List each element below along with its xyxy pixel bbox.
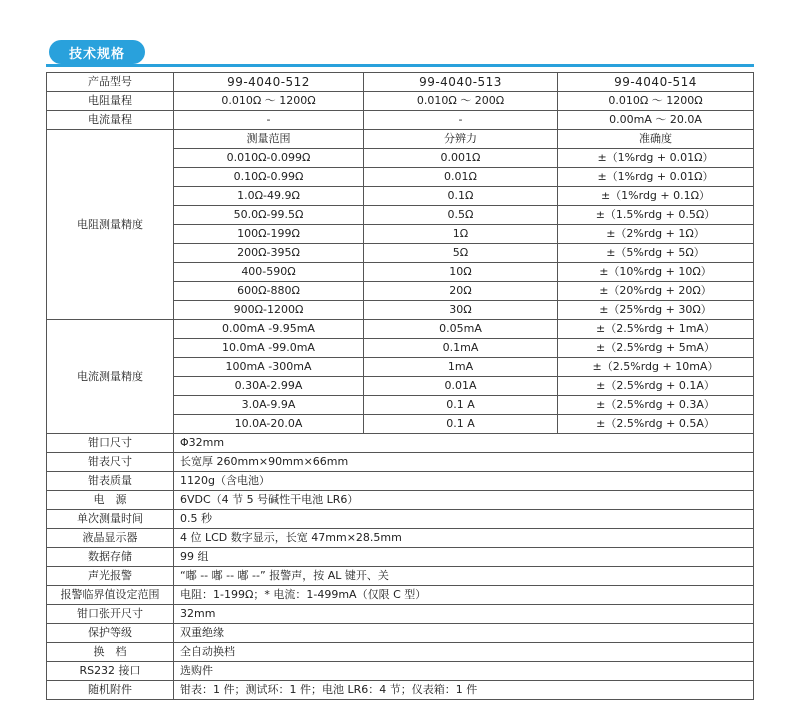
cur-accuracy-cell: ±（2.5%rdg + 10mA） bbox=[558, 358, 754, 377]
resistance-range-512: 0.010Ω ～ 1200Ω bbox=[174, 92, 364, 111]
table-row-current-range bbox=[47, 111, 754, 130]
cur-resolution-cell: 0.05mA bbox=[364, 320, 558, 339]
spec-value: 电阻：1-199Ω；* 电流：1-499mA（仅限 C 型） bbox=[174, 586, 754, 605]
spec-value: 选购件 bbox=[174, 662, 754, 681]
spec-value: 4 位 LCD 数字显示，长宽 47mm×28.5mm bbox=[174, 529, 754, 548]
spec-value: 99 组 bbox=[174, 548, 754, 567]
col-header-accuracy: 准确度 bbox=[558, 130, 754, 149]
table-row-res-accuracy-header bbox=[47, 130, 754, 149]
res-accuracy-cell: ±（1%rdg + 0.01Ω） bbox=[558, 168, 754, 187]
spec-value: 全自动换档 bbox=[174, 643, 754, 662]
res-resolution-cell: 5Ω bbox=[364, 244, 558, 263]
spec-label: 钳表尺寸 bbox=[47, 453, 174, 472]
cur-accuracy-cell: ±（2.5%rdg + 0.1A） bbox=[558, 377, 754, 396]
table-row bbox=[47, 643, 754, 662]
model-512: 99-4040-512 bbox=[174, 73, 364, 92]
res-resolution-cell: 10Ω bbox=[364, 263, 558, 282]
current-range-514: 0.00mA ～ 20.0A bbox=[558, 111, 754, 130]
table-row bbox=[47, 586, 754, 605]
spec-value: 钳表：1 件；测试环：1 件；电池 LR6：4 节；仪表箱：1 件 bbox=[174, 681, 754, 700]
current-accuracy-label: 电流测量精度 bbox=[47, 320, 174, 434]
res-resolution-cell: 30Ω bbox=[364, 301, 558, 320]
spec-value: 长宽厚 260mm×90mm×66mm bbox=[174, 453, 754, 472]
res-accuracy-cell: ±（1.5%rdg + 0.5Ω） bbox=[558, 206, 754, 225]
cur-range-cell: 3.0A-9.9A bbox=[174, 396, 364, 415]
cur-resolution-cell: 0.1 A bbox=[364, 396, 558, 415]
res-resolution-cell: 0.01Ω bbox=[364, 168, 558, 187]
table-row bbox=[47, 548, 754, 567]
table-row bbox=[47, 567, 754, 586]
spec-label: 声光报警 bbox=[47, 567, 174, 586]
cur-range-cell: 0.00mA -9.95mA bbox=[174, 320, 364, 339]
table-row bbox=[47, 472, 754, 491]
model-label: 产品型号 bbox=[47, 73, 174, 92]
table-row bbox=[47, 453, 754, 472]
spec-value: 双重绝缘 bbox=[174, 624, 754, 643]
res-accuracy-cell: ±（10%rdg + 10Ω） bbox=[558, 263, 754, 282]
res-resolution-cell: 0.5Ω bbox=[364, 206, 558, 225]
res-range-cell: 900Ω-1200Ω bbox=[174, 301, 364, 320]
spec-label: 保护等级 bbox=[47, 624, 174, 643]
res-accuracy-cell: ±（2%rdg + 1Ω） bbox=[558, 225, 754, 244]
spec-label: 电 源 bbox=[47, 491, 174, 510]
cur-range-cell: 100mA -300mA bbox=[174, 358, 364, 377]
resistance-range-513: 0.010Ω ～ 200Ω bbox=[364, 92, 558, 111]
res-range-cell: 100Ω-199Ω bbox=[174, 225, 364, 244]
table-row bbox=[47, 605, 754, 624]
table-row bbox=[47, 320, 754, 339]
cur-range-cell: 10.0A-20.0A bbox=[174, 415, 364, 434]
res-resolution-cell: 1Ω bbox=[364, 225, 558, 244]
res-accuracy-cell: ±（25%rdg + 30Ω） bbox=[558, 301, 754, 320]
spec-value: 32mm bbox=[174, 605, 754, 624]
cur-accuracy-cell: ±（2.5%rdg + 0.3A） bbox=[558, 396, 754, 415]
col-header-range: 测量范围 bbox=[174, 130, 364, 149]
res-range-cell: 600Ω-880Ω bbox=[174, 282, 364, 301]
table-row bbox=[47, 510, 754, 529]
res-resolution-cell: 0.1Ω bbox=[364, 187, 558, 206]
res-accuracy-cell: ±（1%rdg + 0.1Ω） bbox=[558, 187, 754, 206]
section-divider bbox=[46, 64, 754, 67]
resistance-accuracy-label: 电阻测量精度 bbox=[47, 130, 174, 320]
res-accuracy-cell: ±（1%rdg + 0.01Ω） bbox=[558, 149, 754, 168]
table-row-model bbox=[47, 73, 754, 92]
res-resolution-cell: 0.001Ω bbox=[364, 149, 558, 168]
spec-value: 6VDC（4 节 5 号碱性干电池 LR6） bbox=[174, 491, 754, 510]
res-range-cell: 0.010Ω-0.099Ω bbox=[174, 149, 364, 168]
table-row bbox=[47, 529, 754, 548]
spec-label: 单次测量时间 bbox=[47, 510, 174, 529]
table-row bbox=[47, 662, 754, 681]
cur-resolution-cell: 0.1 A bbox=[364, 415, 558, 434]
res-accuracy-cell: ±（20%rdg + 20Ω） bbox=[558, 282, 754, 301]
cur-range-cell: 10.0mA -99.0mA bbox=[174, 339, 364, 358]
spec-value: 1120g（含电池） bbox=[174, 472, 754, 491]
spec-label: RS232 接口 bbox=[47, 662, 174, 681]
cur-accuracy-cell: ±（2.5%rdg + 5mA） bbox=[558, 339, 754, 358]
resistance-range-label: 电阻量程 bbox=[47, 92, 174, 111]
current-range-label: 电流量程 bbox=[47, 111, 174, 130]
spec-value: “嘟 -- 嘟 -- 嘟 --” 报警声，按 AL 键开、关 bbox=[174, 567, 754, 586]
res-range-cell: 200Ω-395Ω bbox=[174, 244, 364, 263]
res-range-cell: 1.0Ω-49.9Ω bbox=[174, 187, 364, 206]
table-row bbox=[47, 681, 754, 700]
spec-label: 数据存储 bbox=[47, 548, 174, 567]
cur-range-cell: 0.30A-2.99A bbox=[174, 377, 364, 396]
col-header-resolution: 分辨力 bbox=[364, 130, 558, 149]
spec-label: 液晶显示器 bbox=[47, 529, 174, 548]
cur-resolution-cell: 1mA bbox=[364, 358, 558, 377]
table-row-resistance-range bbox=[47, 92, 754, 111]
spec-table bbox=[46, 72, 754, 700]
res-range-cell: 50.0Ω-99.5Ω bbox=[174, 206, 364, 225]
spec-label: 换 档 bbox=[47, 643, 174, 662]
model-514: 99-4040-514 bbox=[558, 73, 754, 92]
table-row bbox=[47, 434, 754, 453]
res-range-cell: 0.10Ω-0.99Ω bbox=[174, 168, 364, 187]
spec-label: 钳口尺寸 bbox=[47, 434, 174, 453]
current-range-513: - bbox=[364, 111, 558, 130]
cur-resolution-cell: 0.01A bbox=[364, 377, 558, 396]
spec-label: 随机附件 bbox=[47, 681, 174, 700]
resistance-range-514: 0.010Ω ～ 1200Ω bbox=[558, 92, 754, 111]
res-range-cell: 400-590Ω bbox=[174, 263, 364, 282]
spec-label: 钳口张开尺寸 bbox=[47, 605, 174, 624]
res-resolution-cell: 20Ω bbox=[364, 282, 558, 301]
cur-accuracy-cell: ±（2.5%rdg + 1mA） bbox=[558, 320, 754, 339]
model-513: 99-4040-513 bbox=[364, 73, 558, 92]
res-accuracy-cell: ±（5%rdg + 5Ω） bbox=[558, 244, 754, 263]
spec-label: 报警临界值设定范围 bbox=[47, 586, 174, 605]
table-row bbox=[47, 624, 754, 643]
current-range-512: - bbox=[174, 111, 364, 130]
spec-label: 钳表质量 bbox=[47, 472, 174, 491]
cur-accuracy-cell: ±（2.5%rdg + 0.5A） bbox=[558, 415, 754, 434]
section-title-badge: 技术规格 bbox=[49, 40, 145, 64]
cur-resolution-cell: 0.1mA bbox=[364, 339, 558, 358]
table-row bbox=[47, 491, 754, 510]
spec-value: 0.5 秒 bbox=[174, 510, 754, 529]
spec-value: Φ32mm bbox=[174, 434, 754, 453]
